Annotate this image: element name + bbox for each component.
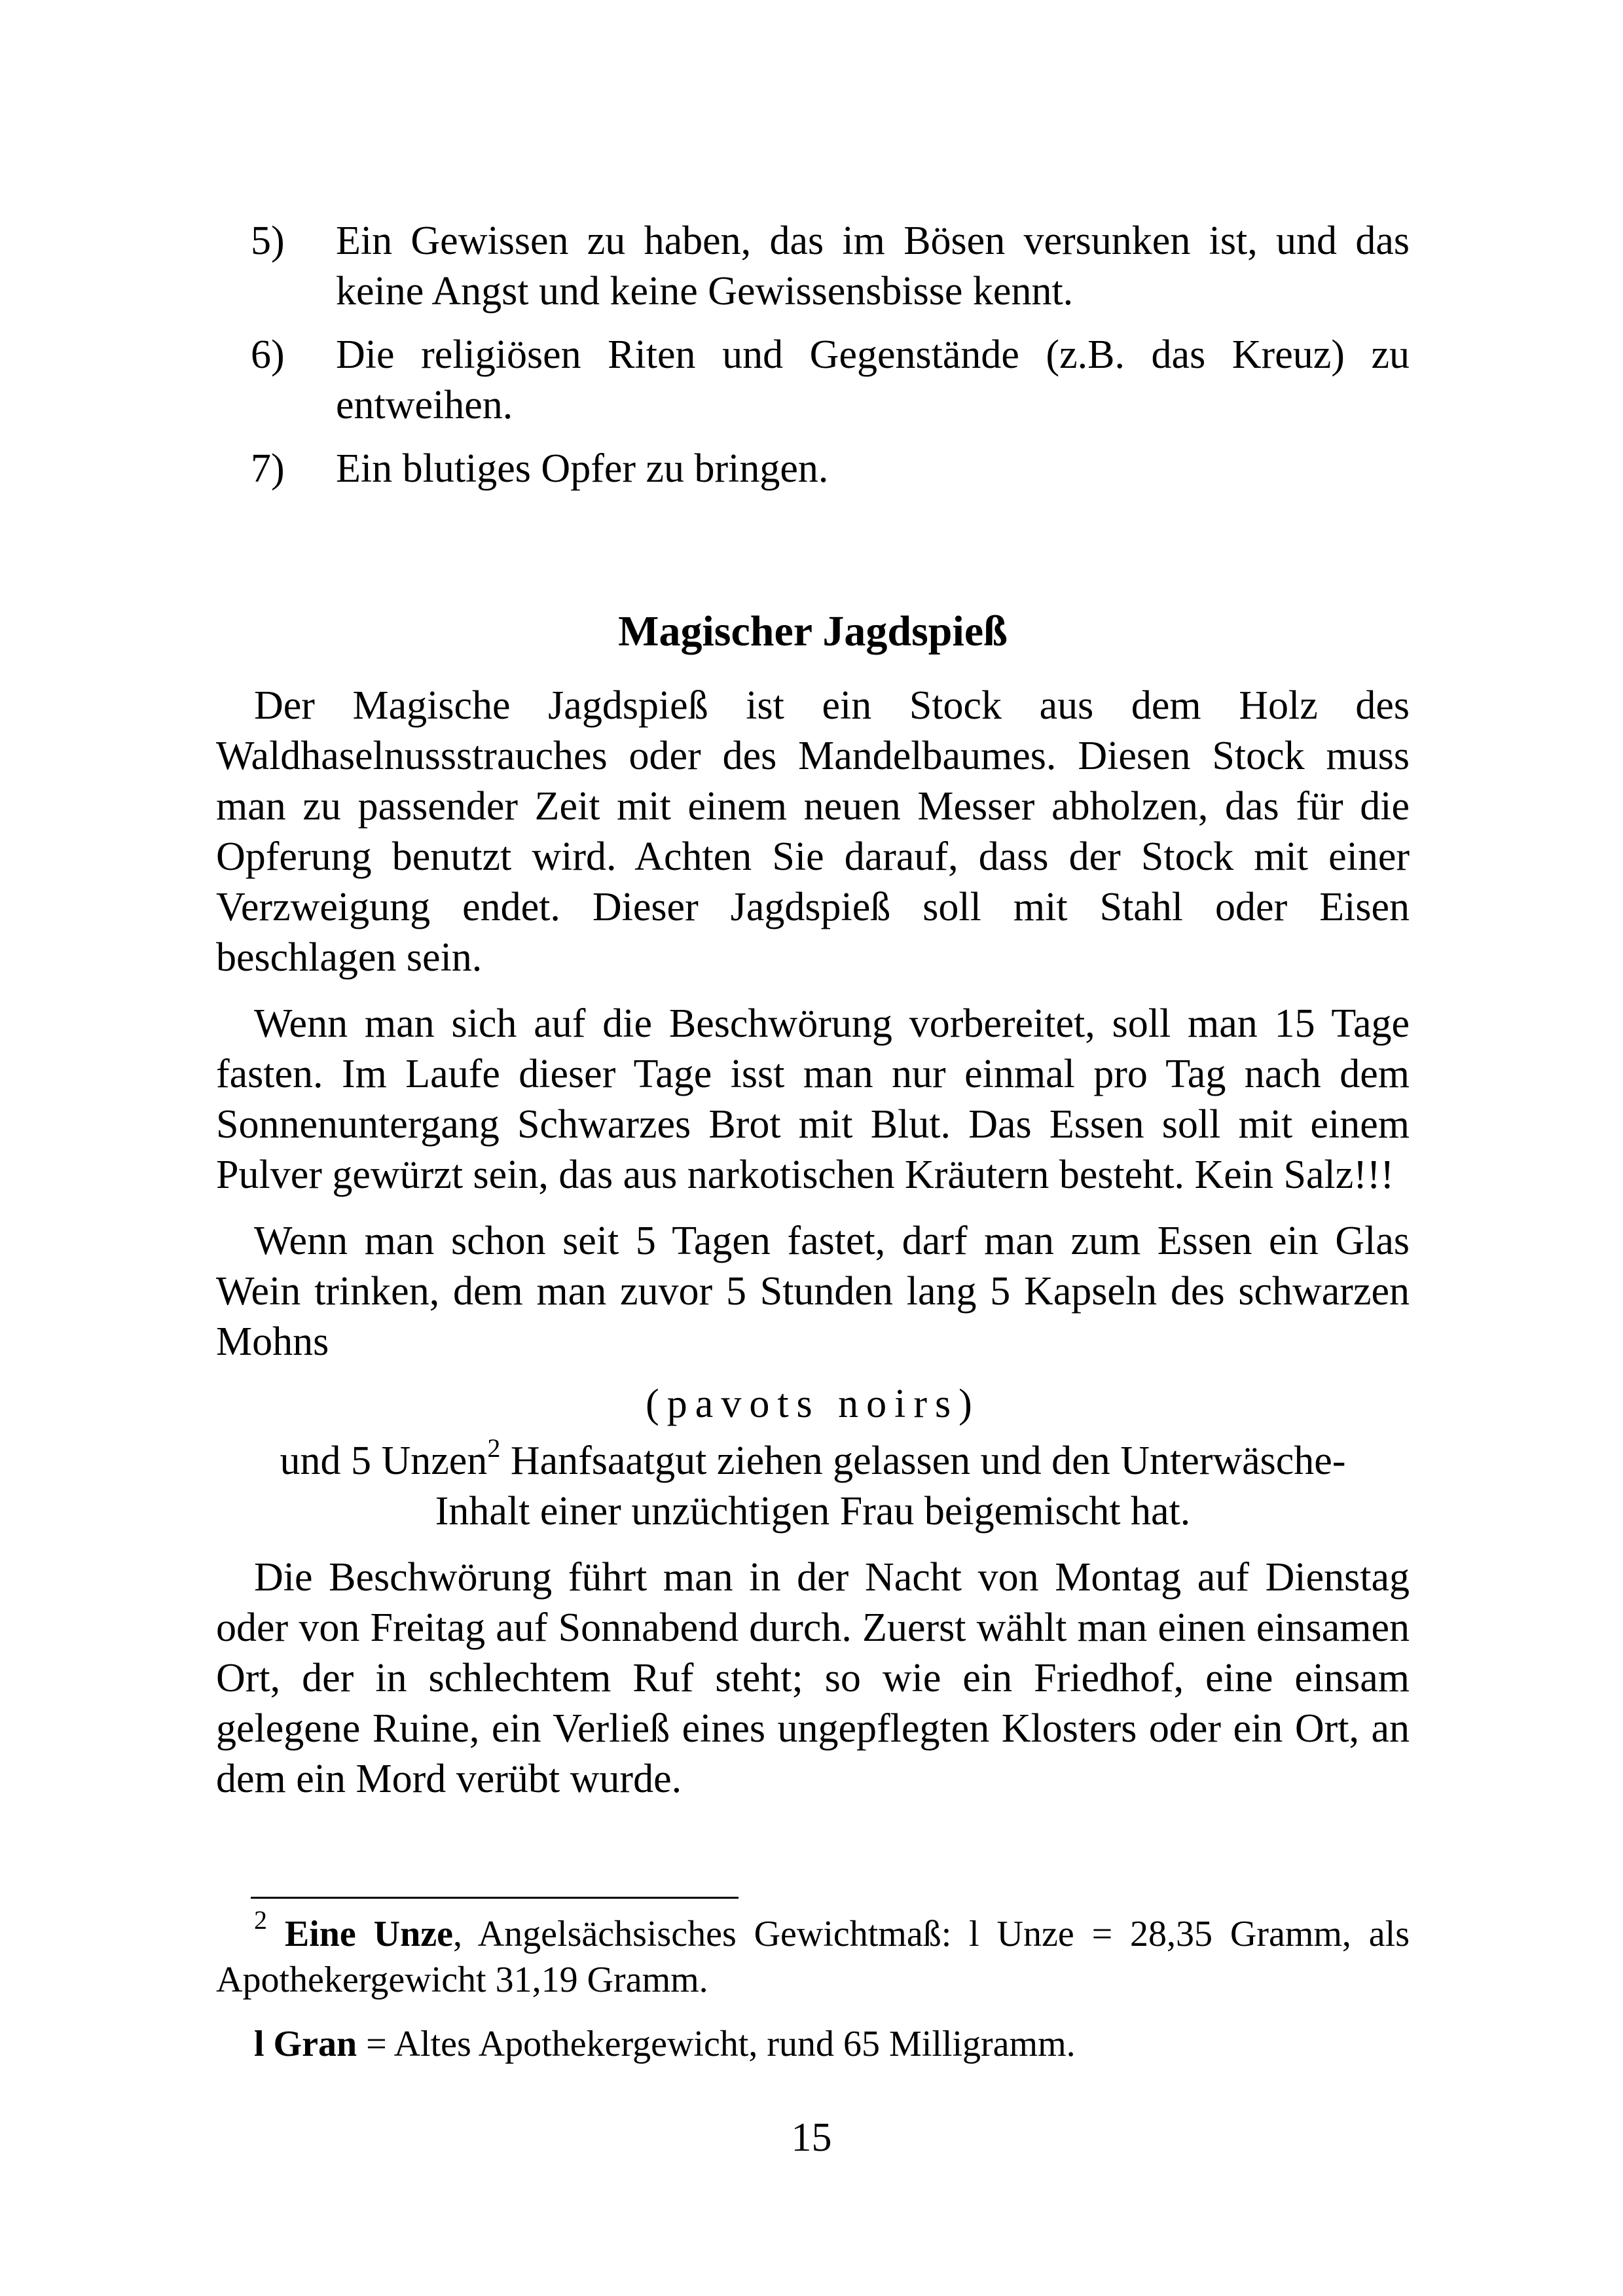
footnote-text: = Altes Apothekergewicht, rund 65 Milligramm. [357,2024,1076,2064]
list-item [251,330,1410,431]
section-body [216,681,1410,1820]
list-item [251,216,1410,317]
paragraph: Wenn man sich auf die Beschwörung vorbereitet, soll man 15 Tage fasten. Im Laufe dieser Tage isst man nur einmal pro Tag nach dem Sonnenuntergang Schwarzes Brot mit Blut. Das Essen soll mit einem Pulver gewürzt sein, das aus narkotischen Kräutern besteht. Kein Salz!!! [216,1001,1410,1197]
footnote [216,1905,1410,2003]
list-item [251,444,1410,494]
paragraph: Der Magische Jagdspieß ist ein Stock aus dem Holz des Waldhaselnussstrauches oder des Mandelbaumes. Diesen Stock muss man zu passender Zeit mit einem neuen Messer abholzen, das für die Opferung benutzt wird. Achten Sie darauf, dass der Stock mit einer Verzweigung endet. Dieser Jagdspieß soll mit Stahl oder Eisen beschlagen sein. [216,683,1410,980]
section-heading: Magischer Jagdspieß [618,607,1008,655]
footnote-separator [251,1897,739,1899]
footnotes [216,1905,1410,2085]
paragraph: Die Beschwörung führt man in der Nacht von Montag auf Dienstag oder von Freitag auf Sonnabend durch. Zuerst wählt man einen einsamen Ort, der in schlechtem Ruf steht; so wie ein Friedhof, eine einsam gelegene Ruine, ein Verließ eines ungepflegten Klosters oder ein Ort, an dem ein Mord verübt wurde. [216,1555,1410,1801]
numbered-list [251,216,1410,507]
list-item-text: Die religiösen Riten und Gegenstände (z.B. das Kreuz) zu entweihen. [336,332,1410,427]
list-item-number: 6) [251,332,285,377]
list-item-text: Ein Gewissen zu haben, das im Bösen versunken ist, und das keine Angst und keine Gewissensbisse kennt. [336,219,1410,314]
footnote [216,2021,1410,2067]
list-item-number: 5) [251,219,285,263]
footnote-reference: 2 [487,1433,501,1463]
list-item-text: Ein blutiges Opfer zu bringen. [336,446,829,491]
footnote-marker: 2 [254,1905,267,1935]
centered-text: Hanfsaatgut ziehen gelassen und den Unterwäsche- [500,1439,1346,1483]
centered-text: und 5 Unzen [280,1439,488,1483]
list-item-number: 7) [251,446,285,491]
footnote-term: l Gran [254,2024,357,2064]
footnote-text: , Angelsächsisches Gewichtmaß: l Unze = 28,35 Gramm, als Apothekergewicht 31,19 Gramm. [216,1914,1410,2000]
footnote-term: Eine Unze [284,1914,453,1954]
paragraph: Wenn man schon seit 5 Tagen fastet, darf man zum Essen ein Glas Wein trinken, dem man zuvor 5 Stunden lang 5 Kapseln des schwarzen Mohns [216,1219,1410,1364]
spaced-phrase: (pavots noirs) [646,1382,980,1426]
page-number: 15 [791,2115,832,2160]
centered-text: Inhalt einer unzüchtigen Frau beigemischt hat. [435,1489,1191,1534]
centered-passage [216,1433,1410,1537]
